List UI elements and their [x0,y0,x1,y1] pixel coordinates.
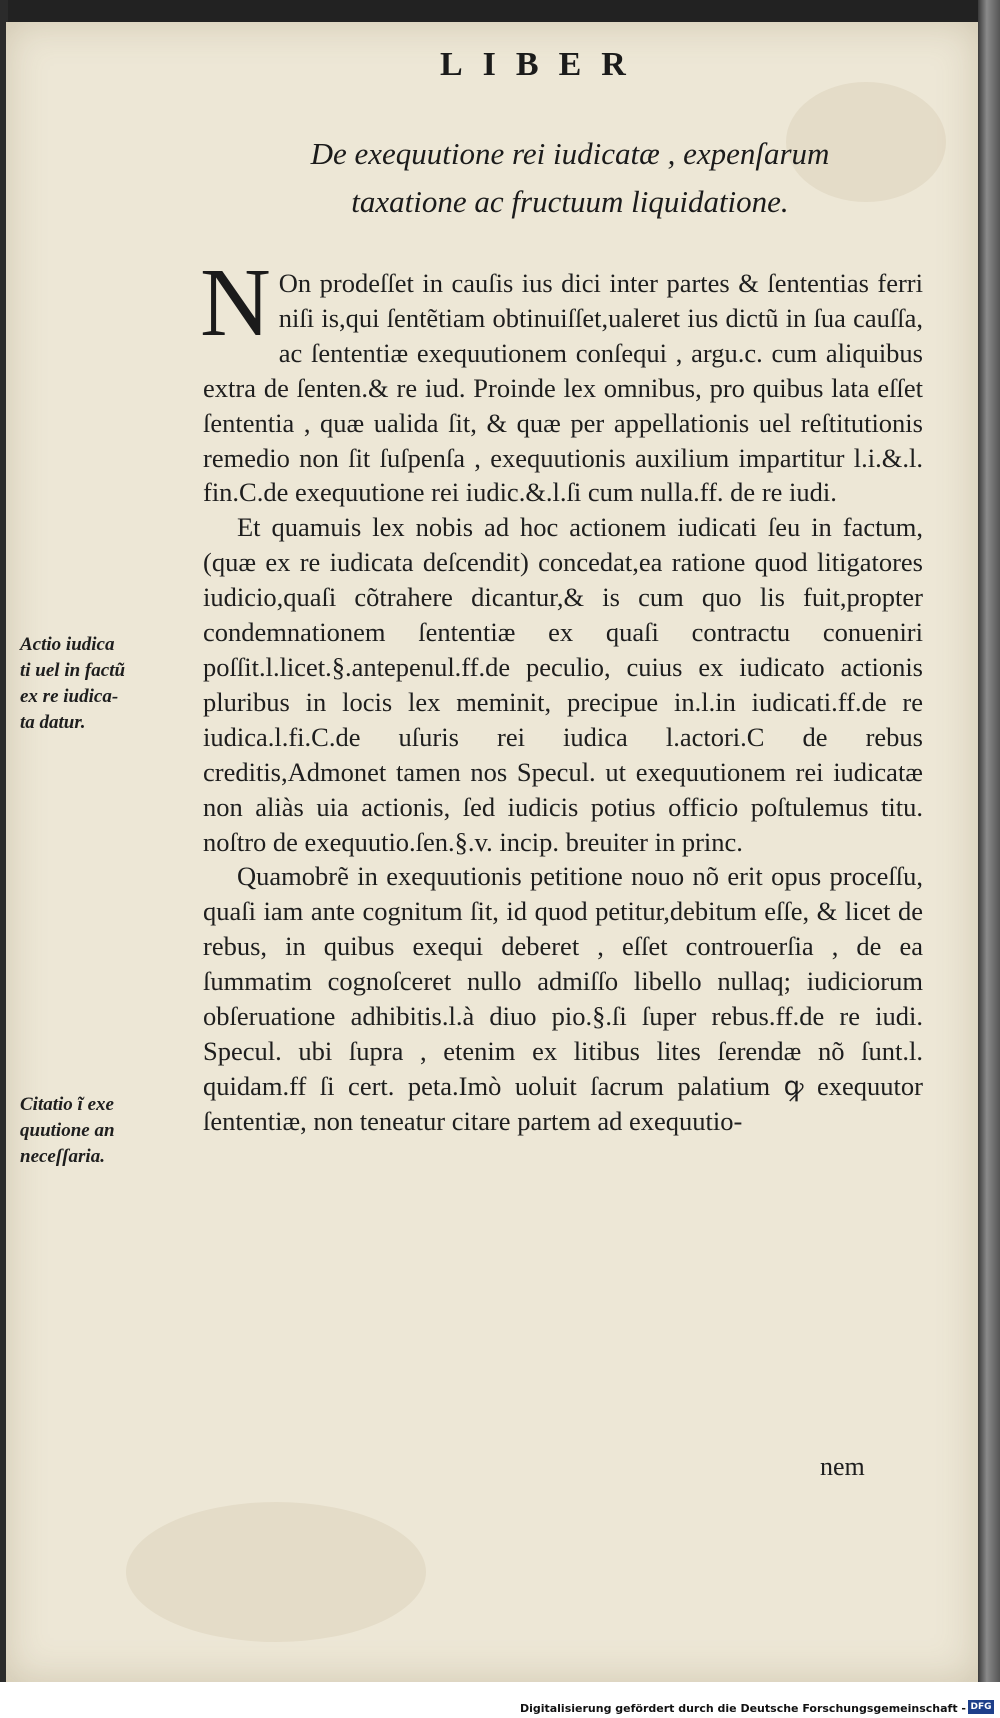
chapter-title-line: taxatione ac fructuum liquidatione. [351,184,789,219]
paragraph-text: On prodeſſet in cauſis ius dici inter partes & ſententias ferri niſi is,qui ſentẽtiam obtinuiſſet,ualeret ius dictũ in ſua cauſſa, ac ſententiæ exequutionem conſequi , argu.c. cum aliquibus extra de ſenten.& re iud. Proinde lex omnibus, pro quibus lata eſſet ſententia , quæ ualida ſit, & quæ per appellationis uel reſtitutionis remedio non ſit ſuſpenſa , exequutionis auxilium impartitur l.i.&.l. fin.C.de exequutione rei iudic.&.l.ſi cum nulla.ff. de re iudi. [203,268,923,508]
margin-note: Citatio ĩ exe quutione an neceſſaria. [20,1094,115,1167]
paragraph [200,249,923,510]
drop-cap: N [200,249,271,357]
dfg-logo-icon: DFG [968,1700,994,1714]
catchword: nem [820,1452,865,1481]
running-header: LIBER [440,46,646,83]
paper-stain [126,1502,426,1642]
body-text [200,249,923,1139]
paragraph-text: Quamobrẽ in exequutionis petitione nouo nõ erit opus proceſſu, quaſi iam ante cognitum ſit, id quod petitur,debitum eſſe, & licet de rebus, in quibus exequi deberet , eſſet controuerſia , de ea ſummatim cognoſceret nullo admiſſo libello nullaq; iudiciorum obſeruatione adhibitis.l.à diuo pio.§.ſi ſuper rebus.ff.de re iudi. Specul. ubi ſupra , etenim ex litibus lites ſerendæ nõ ſunt.l. quidam.ff ſi cert. peta.Imò uoluit ſacrum palatium ꝙ exequutor ſententiæ, non teneatur citare partem ad exequutio- [203,861,923,1136]
margin-note: Actio iudica ti uel in factũ ex re iudica- ta datur. [20,634,126,733]
scan-top-edge [0,0,1000,24]
chapter-title [250,130,890,226]
paragraph [203,859,923,1138]
paragraph-text: Et quamuis lex nobis ad hoc actionem iudicati ſeu in factum, (quæ ex re iudicata deſcendit) concedat,ea ratione quod litigatores iudicio,quaſi cõtrahere dicantur,& is cum quo lis fuit,propter condemnationem ſententiæ ex quaſi contractu conueniri poſſit.l.licet.§.antepenul.ff.de peculio, cuius ex iudicato actionis pluribus in locis lex meminit, precipue in.l.in iudicati.ff.de re iudica.l.fi.C.de uſuris rei iudica l.actori.C de rebus creditis,Admonet tamen nos Specul. ut exequutionem rei iudicatæ non aliàs uia actionis, ſed iudicis potius officio poſtulemus titu. noſtro de exequutio.ſen.§.v. incip. breuiter in princ. [203,512,923,857]
paragraph [203,510,923,859]
digitization-credit: Digitalisierung gefördert durch die Deutsche Forschungsgemeinschaft - [519,1702,966,1715]
chapter-title-line: De exequutione rei iudicatæ , expenſarum [310,136,830,171]
scan-right-edge [978,0,1000,1690]
